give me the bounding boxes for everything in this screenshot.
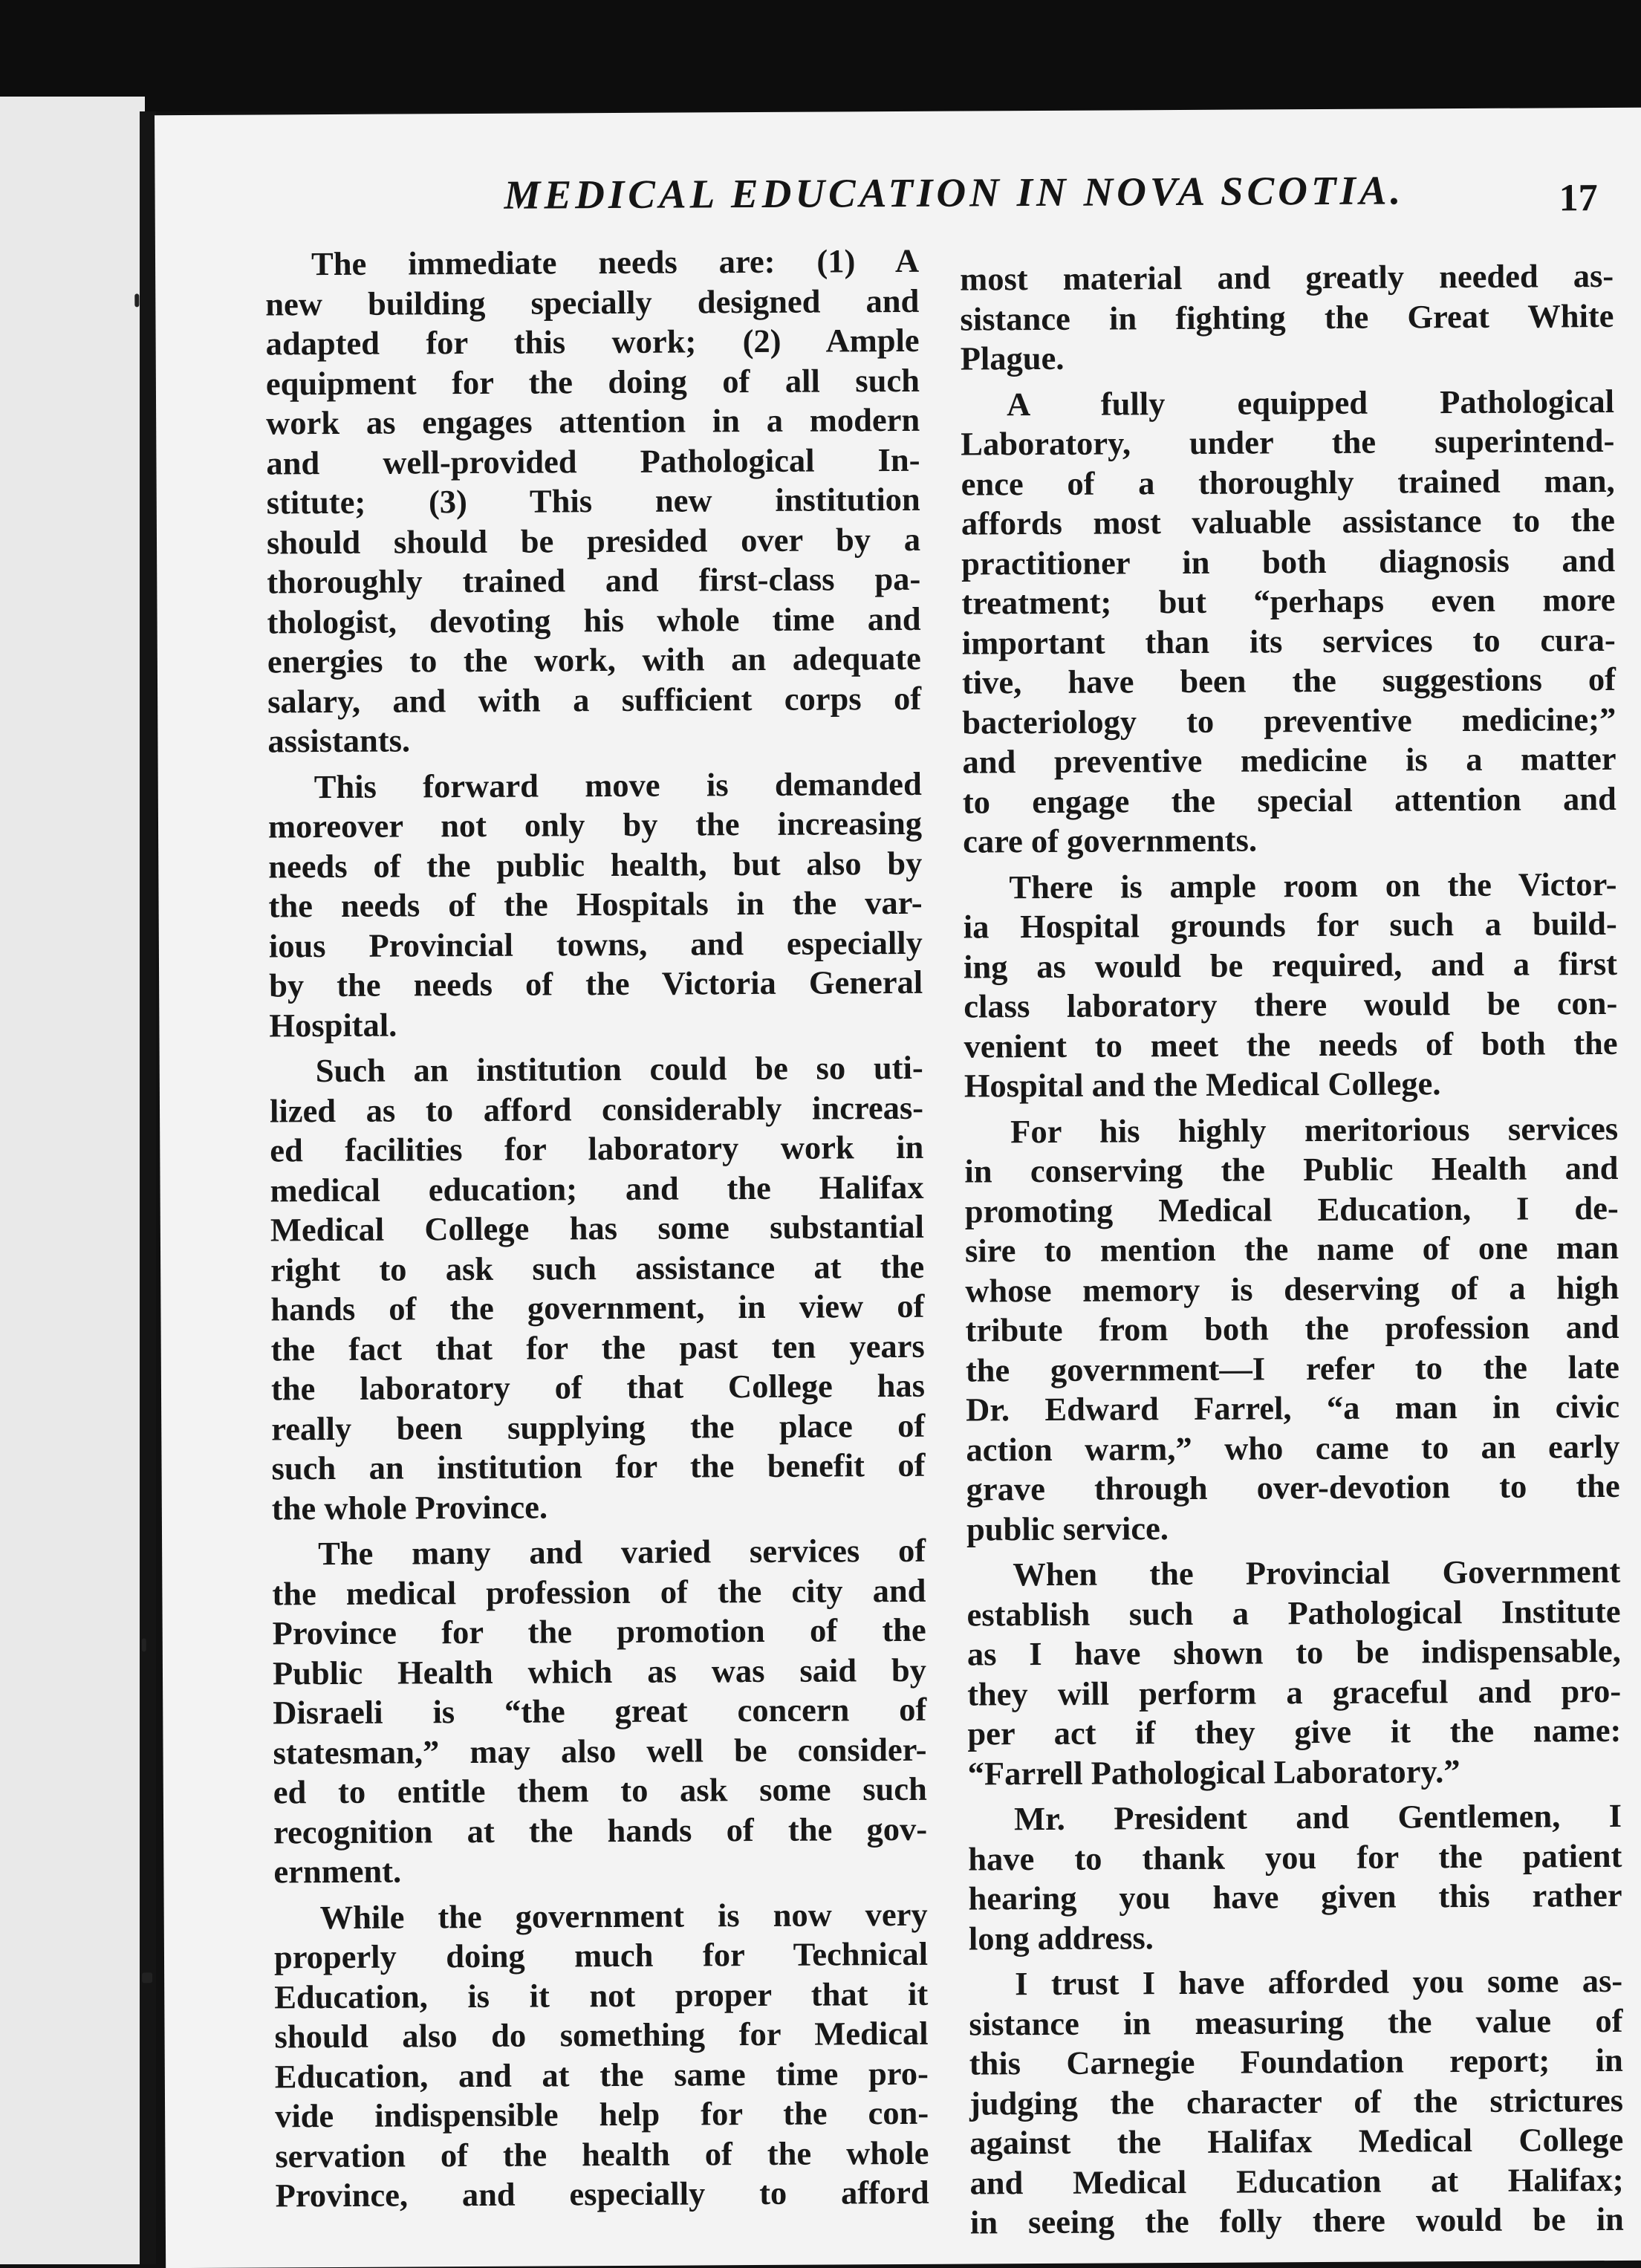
text-line: ing as would be required, and a first (963, 944, 1618, 986)
text-line: really been supplying the place of (271, 1406, 926, 1447)
binding-mark (142, 1972, 152, 1983)
text-line: moreover not only by the increasing (267, 804, 923, 845)
text-line: ernment. (273, 1852, 402, 1891)
text-line: action warm,” who came to an early (966, 1427, 1620, 1469)
text-line: Public Health which as was said by (272, 1651, 927, 1692)
text-line: vide indispensible help for the con- (274, 2093, 929, 2135)
text-line: Education, and at the same time pro- (274, 2054, 929, 2095)
paragraph (265, 241, 922, 761)
text-line: care of governments. (963, 821, 1258, 860)
text-line: most material and greatly needed as- (960, 256, 1614, 298)
text-line: Province, and especially to afford (275, 2173, 929, 2215)
text-line: they will perform a graceful and pro- (967, 1671, 1622, 1713)
text-line: in seeing the folly there would be in (969, 2200, 1624, 2241)
text-line: Dr. Edward Farrel, “a man in civic (966, 1387, 1620, 1429)
text-line: Mr. President and Gentlemen, I (1013, 1796, 1622, 1838)
text-line: ious Provincial towns, and especially (268, 923, 923, 964)
text-line: Laboratory, under the superintend- (961, 421, 1615, 463)
text-line: needs of the public health, but also by (268, 844, 923, 885)
text-line: venient to meet the needs of both the (964, 1024, 1618, 1065)
text-line: statesman,” may also well be consider- (273, 1730, 927, 1771)
text-line: ia Hospital grounds for such a build- (963, 904, 1617, 946)
text-line: medical education; and the Halifax (270, 1168, 924, 1209)
text-line: and Medical Education at Halifax; (969, 2160, 1624, 2202)
text-line: the needs of the Hospitals in the var- (268, 883, 923, 925)
text-line: grave through over-devotion to the (966, 1466, 1620, 1508)
text-line: A fully equipped Pathological (1006, 382, 1615, 423)
paragraph (961, 381, 1616, 862)
paragraph (274, 1894, 929, 2216)
text-line: The immediate needs are: (1) A (311, 241, 920, 283)
text-line: against the Halifax Medical College (969, 2120, 1624, 2162)
left-column (265, 241, 929, 2222)
text-line: Province for the promotion of the (272, 1611, 926, 1652)
paragraph (963, 864, 1618, 1106)
text-line: Plague. (960, 339, 1065, 377)
text-line: and well-provided Pathological In- (266, 441, 920, 481)
text-line: Hospital and the Medical College. (964, 1065, 1441, 1105)
text-line: should also do something for Medical (274, 2014, 929, 2056)
text-line: ed to entitle them to ask some such (273, 1770, 927, 1811)
text-line: judging the character of the strictures (969, 2081, 1624, 2122)
text-line: such an institution for the benefit of (271, 1446, 926, 1487)
text-line: long address. (968, 1918, 1154, 1957)
scan-top-border (0, 0, 1641, 111)
text-line: There is ample room on the Victor- (1009, 865, 1617, 906)
text-line: whose memory is deserving of a high (965, 1268, 1619, 1310)
paragraph (964, 1108, 1620, 1549)
text-line: lized as to afford considerably increas- (269, 1088, 924, 1129)
text-line: thologist, devoting his whole time and (267, 600, 921, 640)
text-line: recognition at the hands of the gov- (273, 1810, 928, 1851)
text-line: sire to mention the name of one man (964, 1228, 1619, 1270)
text-line: hands of the government, in view of (270, 1287, 925, 1328)
text-line: the whole Province. (271, 1487, 548, 1527)
text-line: the laboratory of that College has (270, 1366, 926, 1408)
text-line: as I have shown to be indispensable, (966, 1631, 1621, 1673)
text-line: “Farrell Pathological Laboratory.” (967, 1752, 1460, 1793)
document-page (155, 108, 1641, 2268)
text-line: sistance in measuring the value of (969, 2001, 1623, 2043)
text-line: ed facilities for laboratory work in (270, 1128, 924, 1169)
binding-mark (134, 293, 139, 307)
text-line: Education, is it not proper that it (274, 1975, 929, 2015)
text-line: servation of the health of the whole (275, 2134, 929, 2174)
text-line: by the needs of the Victoria General (269, 963, 923, 1004)
text-line: should should be presided over by a (266, 520, 921, 561)
paragraph (969, 1961, 1624, 2243)
text-line: tribute from both the profession and (965, 1307, 1619, 1349)
text-line: to engage the special attention and (962, 779, 1616, 821)
text-line: Hospital. (269, 1006, 397, 1044)
page-number: 17 (1559, 177, 1598, 220)
text-line: public service. (966, 1509, 1169, 1548)
facing-page-edge (0, 97, 145, 2264)
text-line: ence of a thoroughly trained man, (961, 461, 1615, 503)
text-line: the government—I refer to the late (965, 1348, 1619, 1389)
text-line: The many and varied services of (318, 1531, 926, 1573)
text-line: in conserving the Public Health and (964, 1148, 1619, 1190)
text-line: bacteriology to preventive medicine;” (962, 700, 1616, 741)
text-line: For his highly meritorious services (1010, 1109, 1619, 1150)
right-column (960, 256, 1624, 2249)
text-line: class laboratory there would be con- (964, 984, 1618, 1025)
text-line: the fact that for the past ten years (270, 1327, 925, 1368)
binding-mark (142, 1638, 146, 1651)
paragraph (966, 1552, 1622, 1794)
text-line: Such an institution could be so uti- (315, 1048, 923, 1090)
text-line: hearing you have given this rather (968, 1876, 1622, 1917)
text-line: important than its services to cura- (961, 620, 1616, 662)
text-line: assistants. (267, 721, 411, 760)
text-line: affords most valuable assistance to the (961, 501, 1616, 542)
running-head: MEDICAL EDUCATION IN NOVA SCOTIA. (504, 167, 1405, 218)
paragraph (268, 764, 923, 1045)
text-line: tive, have been the suggestions of (961, 660, 1616, 701)
text-line: new building specially designed and (265, 282, 920, 322)
paragraph (968, 1796, 1622, 1959)
text-line: properly doing much for Technical (273, 1934, 929, 1976)
text-line: treatment; but “perhaps even more (961, 580, 1616, 622)
text-line: and preventive medicine is a matter (962, 739, 1616, 781)
text-line: establish such a Pathological Institute (966, 1592, 1621, 1634)
text-line: thoroughly trained and first-class pa- (267, 559, 921, 601)
text-line: practitioner in both diagnosis and (961, 541, 1616, 582)
text-line: promoting Medical Education, I de- (964, 1189, 1619, 1230)
text-line: While the government is now very (319, 1895, 928, 1936)
text-line: this Carnegie Foundation report; in (969, 2041, 1623, 2082)
text-line: have to thank you for the patient (968, 1836, 1622, 1878)
text-line: Disraeli is “the great concern of (273, 1690, 927, 1732)
text-line: per act if they give it the name: (967, 1711, 1622, 1752)
text-line: sistance in fighting the Great White (960, 296, 1614, 338)
text-line: Medical College has some substantial (270, 1207, 924, 1249)
text-line: stitute; (3) This new institution (266, 480, 920, 521)
text-line: I trust I have afforded you some as- (1015, 1961, 1623, 2003)
text-line: right to ask such assistance at the (270, 1247, 925, 1288)
book-gutter (140, 111, 156, 2264)
text-line: energies to the work, with an adequate (267, 639, 921, 680)
paragraph (960, 256, 1614, 379)
paragraph (270, 1048, 926, 1529)
text-line: work as engages attention in a modern (266, 400, 920, 442)
text-line: the medical profession of the city and (272, 1571, 926, 1612)
text-line: When the Provincial Government (1013, 1552, 1621, 1593)
paragraph (272, 1531, 928, 1892)
text-line: This forward move is demanded (313, 764, 922, 805)
text-line: salary, and with a sufficient corps of (267, 679, 922, 720)
text-line: equipment for the doing of all such (265, 361, 920, 402)
text-line: adapted for this work; (2) Ample (265, 321, 920, 363)
